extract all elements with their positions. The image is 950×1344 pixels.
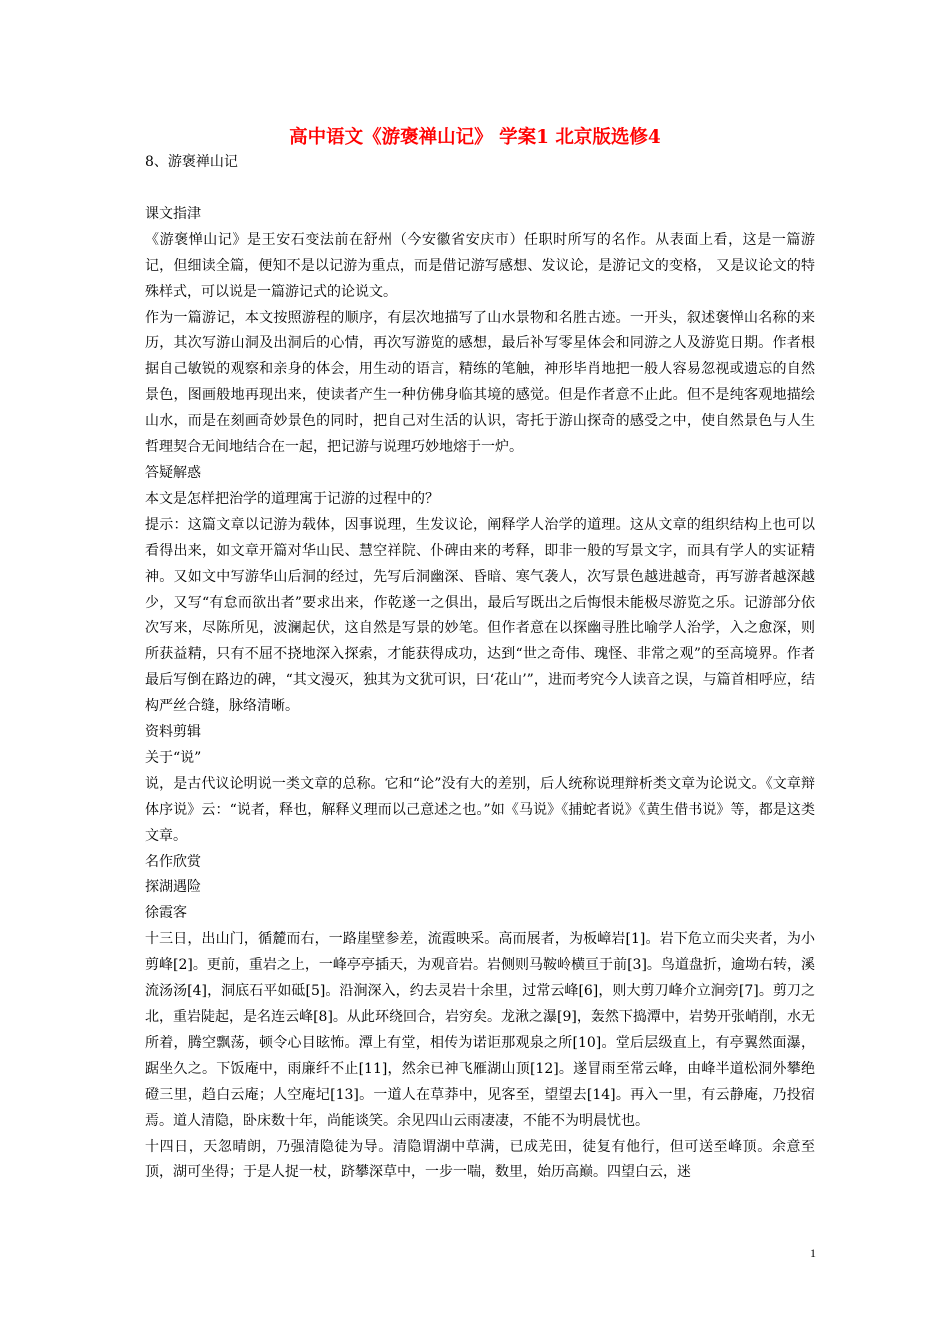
lesson-heading: 8、游褒禅山记 [145,154,238,170]
qa-answer: 提示：这篇文章以记游为载体，因事说理，生发议论，阐释学人治学的道理。这从文章的组织结构上也可以看得出来，如文章开篇对华山民、慧空祥院、仆碑由来的考释，即非一般的写景文字，而具有学人的实证精神。又如文中写游华山后洞的经过，先写后洞幽深、昏暗、寒气袭人，次写景色越进越奇，再写游者越深越少，又写“有怠而欲出者”要求出来，作乾遂一之俱出，最后写既出之后悔恨未能极尽游览之乐。记游部分依次写来，尽陈所见，波澜起伏，这自然是写景的妙笔。但作者意在以探幽寻胜比喻学人治学，入之愈深，则所获益精，只有不屈不挠地深入探索，才能获得成功，达到“世之奇伟、瑰怪、非常之观”的至高境界。作者最后写倒在路边的碑，“其文漫灭，独其为文犹可识，曰‘花山’”，进而考究今人读音之误，与篇首相呼应，结构严丝合缝，脉络清晰。 [145,516,815,715]
appreciation-paragraph-1: 十三日，出山门，循麓而右，一路崖壁参差，流霞映采。高而展者，为板嶂岩[1]。岩下危立而尖夹者，为小剪峰[2]。更前，重岩之上，一峰亭亭插天，为观音岩。岩侧则马鞍岭横亘于前[3]。鸟道盘折，逾坳右转，溪流汤汤[4]，洞底石平如砥[5]。沿涧深入，约去灵岩十余里，过常云峰[6]，则大剪刀峰介立涧旁[7]。剪刀之北，重岩陡起，是名连云峰[8]。从此环绕回合，岩穷矣。龙湫之瀑[9]，轰然下捣潭中，岩势开张峭削，水无所着，腾空飘荡，顿令心目眩怖。潭上有堂，相传为诺讵那观泉之所[10]。堂后层级直上，有亭翼然面瀑，踞坐久之。下饭庵中，雨廉纤不止[11]，然余已神飞雁湖山顶[12]。遂冒雨至常云峰，由峰半道松洞外攀绝磴三里，趋白云庵；人空庵圮[13]。一道人在草莽中，见客至，望望去[14]。再入一里，有云静庵，乃投宿焉。道人清隐，卧床数十年，尚能谈笑。余见四山云雨凄凄，不能不为明晨忧也。 [145,931,815,1129]
section-heading-qa: 答疑解惑 [145,464,201,481]
section-heading-materials: 资料剪辑 [145,724,201,741]
blank-line [145,176,815,202]
appreciation-author: 徐霞客 [145,905,187,922]
guide-paragraph-1: 《游褒惮山记》是王安石变法前在舒州（今安徽省安庆市）任职时所写的名作。从表面上看，这是一篇游记，但细读全篇，便知不是以记游为重点，而是借记游写感想、发议论，是游记文的变格， 又是议论文的特殊样式，可以说是一篇游记式的论说文。 [145,231,815,300]
appreciation-work-title: 探湖遇险 [145,879,201,896]
section-heading-appreciation: 名作欣赏 [145,853,201,870]
page-number: 1 [810,1246,816,1260]
guide-paragraph-2: 作为一篇游记，本文按照游程的顺序，有层次地描写了山水景物和名胜古迹。一开头，叙述褒惮山名称的来历，其次写游山洞及出洞后的心情，再次写游览的感想，最后补写零星体会和同游之人及游览日期。作者根据自己敏锐的观察和亲身的体会，用生动的语言，精练的笔触，神形毕肖地把一般人容易忽视或遗忘的自然景色，图画般地再现出来，使读者产生一种仿佛身临其境的感觉。但是作者意不止此。但不是纯客观地描绘山水，而是在刻画奇妙景色的同时，把自己对生活的认识，寄托于游山探奇的感受之中，使自然景色与人生哲理契合无间地结合在一起，把记游与说理巧妙地熔于一炉。 [145,309,815,456]
materials-paragraph: 说，是古代议论明说一类文章的总称。它和“论”没有大的差别，后人统称说理辩析类文章为论说文。《文章辩体序说》云：“说者，释也，解释义理而以己意述之也。”如《马说》《捕蛇者说》《黄生借书说》等，都是这类文章。 [145,775,815,844]
appreciation-paragraph-2: 十四日，天忽晴朗，乃强清隐徒为导。清隐谓湖中草满，已成芜田，徒复有他行，但可送至峰顶。余意至顶，湖可坐得；于是人捉一杖，跻攀深草中，一步一喘，数里，始历高巅。四望白云，迷 [145,1138,815,1181]
qa-question: 本文是怎样把治学的道理寓于记游的过程中的？ [145,490,439,507]
document-title: 高中语文《游褒禅山记》 学案1 北京版选修4 [289,127,661,148]
section-heading-guide: 课文指津 [145,205,201,222]
materials-subheading: 关于“说” [145,749,202,766]
document-body [145,150,815,1186]
